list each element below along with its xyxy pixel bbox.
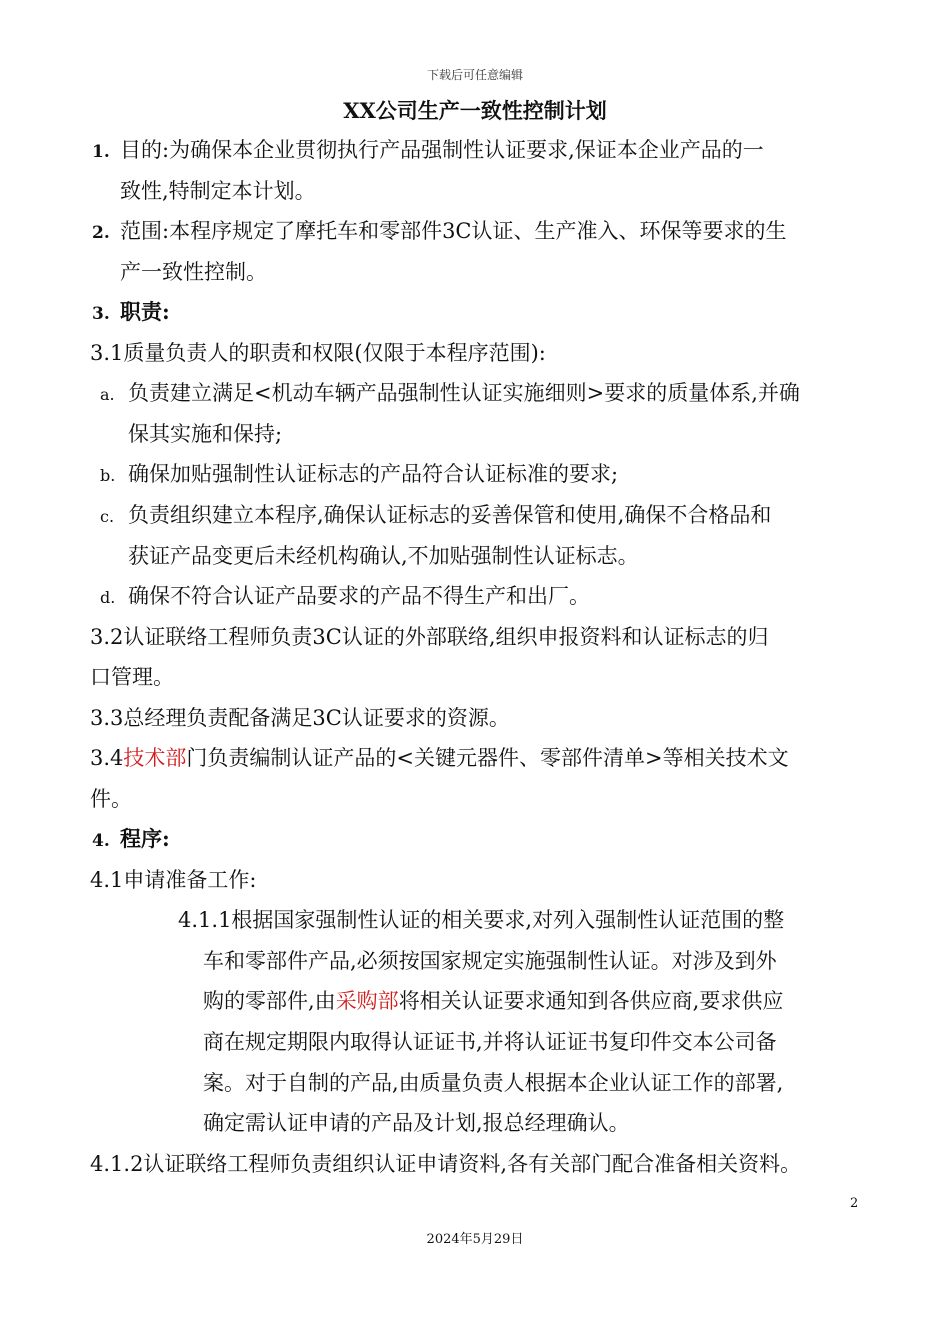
section-number: 2.	[92, 223, 110, 243]
subsection-text: 门负责编制认证产品的<关键元器件、零部件清单>等相关技术文	[186, 746, 789, 770]
list-text: 确保加贴强制性认证标志的产品符合认证标准的要求;	[128, 462, 619, 486]
subsection-3-2: 3.2认证联络工程师负责3C认证的外部联络,组织申报资料和认证标志的归	[90, 625, 769, 649]
clause-4-1-1-line-4: 商在规定期限内取得认证证书,并将认证证书复印件交本公司备	[203, 1030, 777, 1054]
subsection-4-1: 4.1申请准备工作:	[90, 868, 257, 892]
list-item-b	[100, 460, 618, 490]
section-3-responsibilities	[92, 298, 170, 328]
subsection-3-1: 3.1质量负责人的职责和权限(仅限于本程序范围):	[90, 341, 546, 365]
page-number: 2	[850, 1196, 859, 1211]
section-label: 范围	[120, 219, 162, 243]
list-item-d	[100, 582, 590, 612]
subsection-3-4-continuation: 件。	[90, 787, 132, 811]
header-note: 下载后可任意编辑	[426, 68, 523, 82]
footer-date: 2024年5月29日	[426, 1232, 524, 1247]
subsection-3-2-continuation: 口管理。	[90, 665, 174, 689]
clause-4-1-1-line-5: 案。对于自制的产品,由质量负责人根据本企业认证工作的部署,	[203, 1071, 784, 1095]
list-marker: b.	[100, 466, 116, 485]
subsection-3-3: 3.3总经理负责配备满足3C认证要求的资源。	[90, 706, 510, 730]
list-marker: a.	[100, 385, 115, 404]
section-1-continuation: 致性,特制定本计划。	[120, 179, 316, 203]
section-2-scope	[92, 217, 787, 247]
section-label: 职责:	[120, 299, 170, 324]
section-label: 目的	[120, 138, 162, 162]
section-2-continuation: 产一致性控制。	[120, 260, 267, 284]
list-item-a	[100, 379, 800, 409]
list-text: 负责组织建立本程序,确保认证标志的妥善保管和使用,确保不合格品和	[128, 503, 772, 527]
highlighted-department: 技术部	[123, 746, 187, 770]
section-number: 4.	[92, 831, 110, 851]
clause-4-1-2: 4.1.2认证联络工程师负责组织认证申请资料,各有关部门配合准备相关资料。	[90, 1152, 802, 1176]
page-title: XX公司生产一致性控制计划	[343, 98, 607, 123]
list-item-a-continuation: 保其实施和保持;	[128, 422, 283, 446]
subsection-3-4	[90, 744, 789, 772]
list-item-c	[100, 501, 771, 531]
section-label: 程序:	[120, 826, 170, 851]
clause-text: 购的零部件,由	[203, 989, 336, 1013]
section-text: :本程序规定了摩托车和零部件3C认证、生产准入、环保等要求的生	[162, 219, 787, 243]
section-number: 3.	[92, 304, 110, 324]
highlighted-department: 采购部	[335, 989, 399, 1013]
section-4-procedure	[92, 825, 170, 855]
section-1-purpose	[92, 136, 764, 166]
list-text: 确保不符合认证产品要求的产品不得生产和出厂。	[128, 584, 590, 608]
clause-text: 将相关认证要求通知到各供应商,要求供应	[398, 989, 784, 1013]
list-marker: c.	[100, 507, 115, 526]
list-marker: d.	[100, 588, 116, 607]
section-text: :为确保本企业贯彻执行产品强制性认证要求,保证本企业产品的一	[162, 138, 764, 162]
list-item-c-continuation: 获证产品变更后未经机构确认,不加贴强制性认证标志。	[128, 544, 639, 568]
section-number: 1.	[92, 142, 110, 162]
subsection-number: 3.4	[90, 746, 124, 770]
clause-4-1-1-line-3	[203, 987, 783, 1015]
clause-4-1-1: 4.1.1根据国家强制性认证的相关要求,对列入强制性认证范围的整	[178, 908, 785, 932]
clause-4-1-1-line-2: 车和零部件产品,必须按国家规定实施强制性认证。对涉及到外	[203, 949, 777, 973]
clause-4-1-1-line-6: 确定需认证申请的产品及计划,报总经理确认。	[203, 1111, 630, 1135]
list-text: 负责建立满足<机动车辆产品强制性认证实施细则>要求的质量体系,并确	[128, 381, 800, 405]
